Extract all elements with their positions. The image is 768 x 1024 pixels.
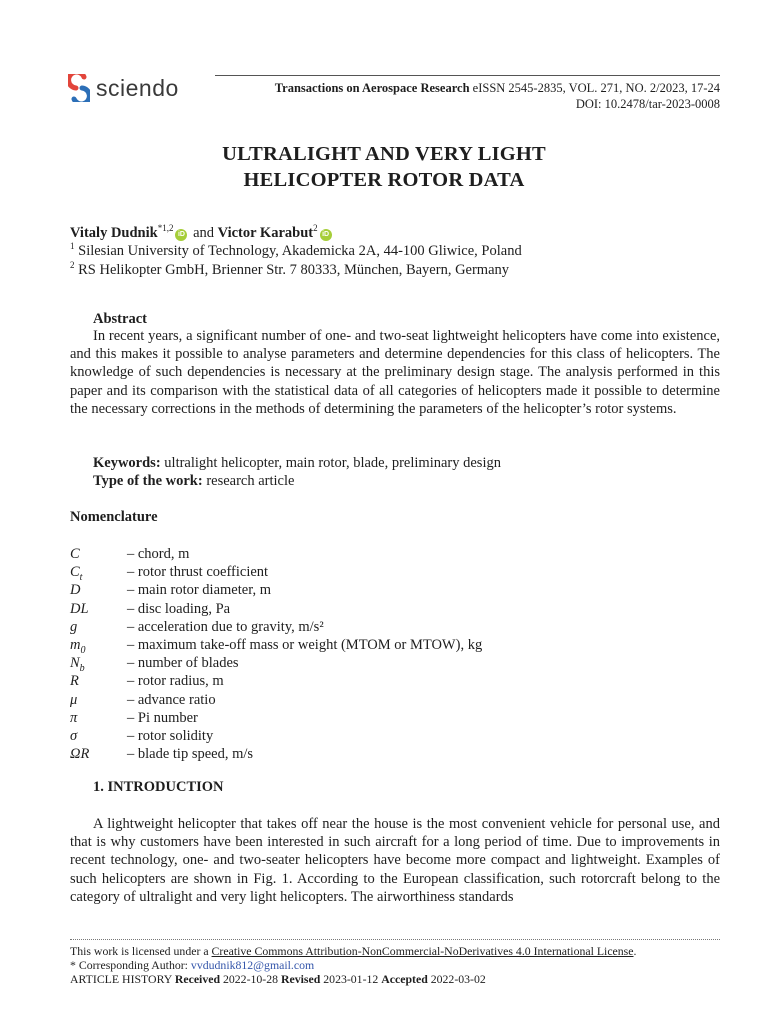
author-name: Victor Karabut bbox=[217, 224, 314, 241]
nomenclature-symbol bbox=[70, 636, 127, 654]
keywords-label: Keywords: bbox=[93, 455, 161, 471]
nomenclature-title: Nomenclature bbox=[70, 509, 158, 525]
nomenclature-description: – Pi number bbox=[127, 709, 198, 726]
sciendo-logo-icon bbox=[68, 74, 90, 102]
symbol-base: N bbox=[70, 655, 80, 672]
symbol-subscript: t bbox=[79, 572, 83, 584]
nomenclature-row bbox=[70, 636, 482, 654]
affiliation-number: 1 bbox=[70, 241, 75, 251]
symbol-base: R bbox=[70, 673, 79, 690]
nomenclature-description: – rotor solidity bbox=[127, 727, 214, 744]
nomenclature-symbol bbox=[70, 563, 127, 584]
nomenclature-symbol bbox=[70, 618, 127, 636]
orcid-icon[interactable]: iD bbox=[175, 229, 187, 241]
nomenclature-description: – acceleration due to gravity, m/s² bbox=[127, 618, 324, 635]
work-type-label: Type of the work: bbox=[93, 473, 203, 490]
paper-title bbox=[0, 141, 768, 193]
author-superscript: *1,2 bbox=[157, 223, 174, 233]
received-label: Received bbox=[174, 971, 221, 986]
symbol-base: ΩR bbox=[70, 746, 90, 763]
doi: DOI: 10.2478/tar-2023-0008 bbox=[575, 97, 720, 111]
license-link[interactable]: Creative Commons Attribution-NonCommercial-NoDerivatives 4.0 International License bbox=[211, 944, 634, 958]
affiliation-number: 2 bbox=[70, 260, 75, 270]
nomenclature-list bbox=[70, 545, 482, 763]
email-link[interactable]: vvdudnik812@gmail.com bbox=[190, 957, 315, 972]
accepted-date: 2022-03-02 bbox=[430, 971, 486, 986]
corresponding-author bbox=[70, 959, 636, 973]
article-history bbox=[70, 973, 636, 987]
author-conjunction: and bbox=[193, 224, 215, 241]
nomenclature-row bbox=[70, 654, 482, 675]
introduction-text: A lightweight helicopter that takes off near the house is the most convenient vehicle for personal use, and that is why customers have been interested in such aircraft for a long period of time. Due to improvements in recent technology, one- and two-seater helicopters have become more compact and lightweight. Examples of such helicopters are shown in Fig. 1. According to the European classification, such rotorcraft belong to the category of ultralight and very light helicopters. The airworthiness standards bbox=[70, 816, 720, 905]
nomenclature-row bbox=[70, 618, 482, 636]
nomenclature-row bbox=[70, 745, 482, 763]
author-name: Vitaly Dudnik bbox=[70, 224, 158, 241]
nomenclature-description: – maximum take-off mass or weight (MTOM or MTOW), kg bbox=[127, 636, 483, 653]
nomenclature-symbol bbox=[70, 672, 127, 690]
abstract-heading bbox=[70, 310, 720, 328]
symbol-base: μ bbox=[70, 691, 78, 708]
affiliation bbox=[70, 256, 509, 279]
accepted-label: Accepted bbox=[381, 971, 428, 986]
nomenclature-description: – number of blades bbox=[127, 655, 239, 672]
affiliation-text: RS Helikopter GmbH, Brienner Str. 7 80333, München, Bayern, Germany bbox=[78, 261, 510, 278]
affiliation-text: Silesian University of Technology, Akademicka 2A, 44-100 Gliwice, Poland bbox=[78, 242, 522, 259]
nomenclature-description: – advance ratio bbox=[127, 691, 216, 708]
nomenclature-description: – blade tip speed, m/s bbox=[127, 746, 254, 763]
nomenclature-row bbox=[70, 691, 482, 709]
nomenclature-symbol bbox=[70, 709, 127, 727]
footer bbox=[70, 945, 636, 986]
license-suffix: . bbox=[633, 944, 637, 958]
symbol-base: σ bbox=[70, 727, 78, 744]
nomenclature-row bbox=[70, 727, 482, 745]
logo-text: sciendo bbox=[96, 74, 179, 101]
nomenclature-symbol bbox=[70, 545, 127, 563]
nomenclature-symbol bbox=[70, 654, 127, 675]
symbol-subscript: 0 bbox=[80, 644, 86, 656]
nomenclature-description: – main rotor diameter, m bbox=[127, 582, 271, 599]
symbol-base: DL bbox=[70, 600, 89, 617]
license-line bbox=[70, 945, 636, 959]
header-rule bbox=[215, 75, 720, 76]
abstract-text: In recent years, a significant number of one- and two-seat lightweight helicopters have come into existence, and this makes it possible to analyse parameters and determine dependencies for this class of helicopters. The knowledge of such dependencies is necessary at the preliminary design stage. The analysis performed in this paper and its comparison with the statistical data of all categories of helicopters made it possible to determine the necessary corrections in the methods of determining the parameters of the helicopter’s rotor systems. bbox=[70, 328, 720, 417]
introduction-heading bbox=[70, 778, 720, 796]
nomenclature-description: – chord, m bbox=[127, 546, 190, 562]
abstract-title: Abstract bbox=[93, 311, 147, 327]
revised-label: Revised bbox=[280, 971, 321, 986]
symbol-base: π bbox=[70, 709, 78, 726]
orcid-icon[interactable]: iD bbox=[320, 229, 332, 241]
journal-issue: eISSN 2545-2835, VOL. 271, NO. 2/2023, 17-24 bbox=[472, 81, 720, 95]
nomenclature-row bbox=[70, 600, 482, 618]
license-prefix: This work is licensed under a bbox=[70, 944, 209, 958]
nomenclature-description: – rotor thrust coefficient bbox=[127, 564, 269, 581]
symbol-base: m bbox=[70, 636, 81, 653]
nomenclature-description: – rotor radius, m bbox=[127, 673, 224, 690]
footer-rule bbox=[70, 939, 720, 940]
nomenclature-row bbox=[70, 581, 482, 599]
keywords bbox=[70, 454, 720, 490]
history-label: ARTICLE HISTORY bbox=[70, 971, 172, 986]
symbol-base: C bbox=[70, 564, 80, 581]
nomenclature-description: – disc loading, Pa bbox=[127, 600, 231, 617]
revised-date: 2023-01-12 bbox=[323, 971, 379, 986]
nomenclature-symbol bbox=[70, 727, 127, 745]
symbol-base: D bbox=[70, 582, 81, 599]
symbol-base: g bbox=[70, 618, 78, 635]
nomenclature-row bbox=[70, 563, 482, 584]
nomenclature-symbol bbox=[70, 745, 127, 763]
nomenclature-row bbox=[70, 545, 482, 563]
publisher-logo[interactable] bbox=[68, 74, 179, 102]
nomenclature-row bbox=[70, 709, 482, 727]
section-title: 1. INTRODUCTION bbox=[93, 779, 224, 795]
received-date: 2022-10-28 bbox=[222, 971, 279, 986]
work-type-value: research article bbox=[206, 473, 295, 490]
nomenclature-symbol bbox=[70, 600, 127, 618]
journal-info bbox=[275, 80, 720, 112]
nomenclature-heading bbox=[70, 508, 720, 526]
title-line-1: ULTRALIGHT AND VERY LIGHT bbox=[222, 143, 546, 165]
title-line-2: HELICOPTER ROTOR DATA bbox=[243, 169, 525, 191]
symbol-subscript: b bbox=[79, 663, 85, 675]
nomenclature-symbol bbox=[70, 691, 127, 709]
keywords-value: ultralight helicopter, main rotor, blade, preliminary design bbox=[164, 455, 501, 471]
nomenclature-symbol bbox=[70, 581, 127, 599]
corresponding-label: * Corresponding Author: bbox=[70, 957, 188, 972]
author-superscript: 2 bbox=[313, 223, 318, 233]
symbol-base: C bbox=[70, 546, 80, 562]
journal-name: Transactions on Aerospace Research bbox=[274, 81, 470, 95]
nomenclature-row bbox=[70, 672, 482, 690]
